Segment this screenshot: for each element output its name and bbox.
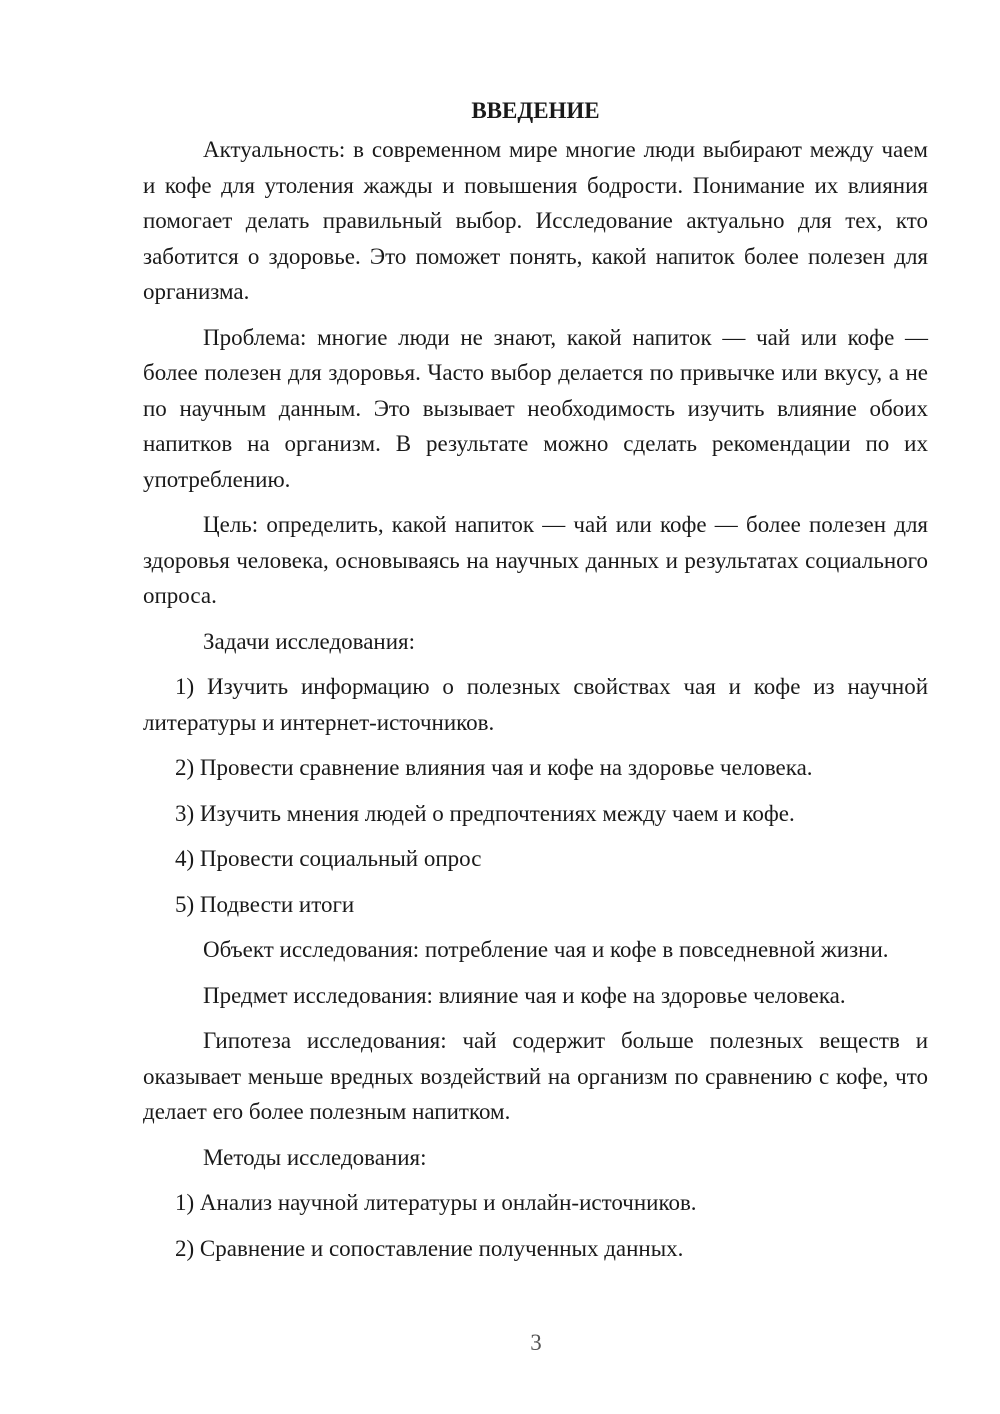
problem-paragraph: Проблема: многие люди не знают, какой напиток — чай или кофе — более полезен для здоровья. Часто выбор делается по привычке или вкусу, а не по научным данным. Это вызывает необходимость изучить влияние обоих напитков на организм. В результате можно сделать рекомендации по их употреблению. [143, 324, 928, 492]
relevance-paragraph: Актуальность: в современном мире многие люди выбирают между чаем и кофе для утоления жажды и повышения бодрости. Понимание их влияния помогает делать правильный выбор. Исследование актуально для тех, кто заботится о здоровье. Это поможет понять, какой напиток более полезен для организма. [143, 137, 928, 304]
task-item: 3) Изучить мнения людей о предпочтениях между чаем и кофе. [175, 800, 795, 826]
page-number: 3 [530, 1330, 542, 1355]
hypothesis-paragraph: Гипотеза исследования: чай содержит больше полезных веществ и оказывает меньше вредных воздействий на организм по сравнению с кофе, что делает его более полезным напитком. [143, 1028, 928, 1124]
task-item: 4) Провести социальный опрос [175, 846, 482, 871]
object-paragraph: Объект исследования: потребление чая и кофе в повседневной жизни. [203, 937, 889, 962]
task-item: 1) Изучить информацию о полезных свойствах чая и кофе из научной литературы и интернет-источников. [143, 674, 928, 735]
methods-heading: Методы исследования: [203, 1144, 427, 1170]
method-item: 2) Сравнение и сопоставление полученных данных. [175, 1235, 684, 1261]
subject-paragraph: Предмет исследования: влияние чая и кофе на здоровье человека. [203, 982, 846, 1008]
goal-paragraph: Цель: определить, какой напиток — чай или кофе — более полезен для здоровья человека, основываясь на научных данных и результатах социального опроса. [143, 512, 928, 608]
section-title: ВВЕДЕНИЕ [471, 98, 600, 123]
task-item: 5) Подвести итоги [175, 891, 355, 917]
method-item: 1) Анализ научной литературы и онлайн-источников. [175, 1190, 697, 1215]
tasks-heading: Задачи исследования: [203, 628, 416, 654]
document-body [143, 96, 928, 1276]
task-item: 2) Провести сравнение влияния чая и кофе на здоровье человека. [175, 755, 813, 780]
